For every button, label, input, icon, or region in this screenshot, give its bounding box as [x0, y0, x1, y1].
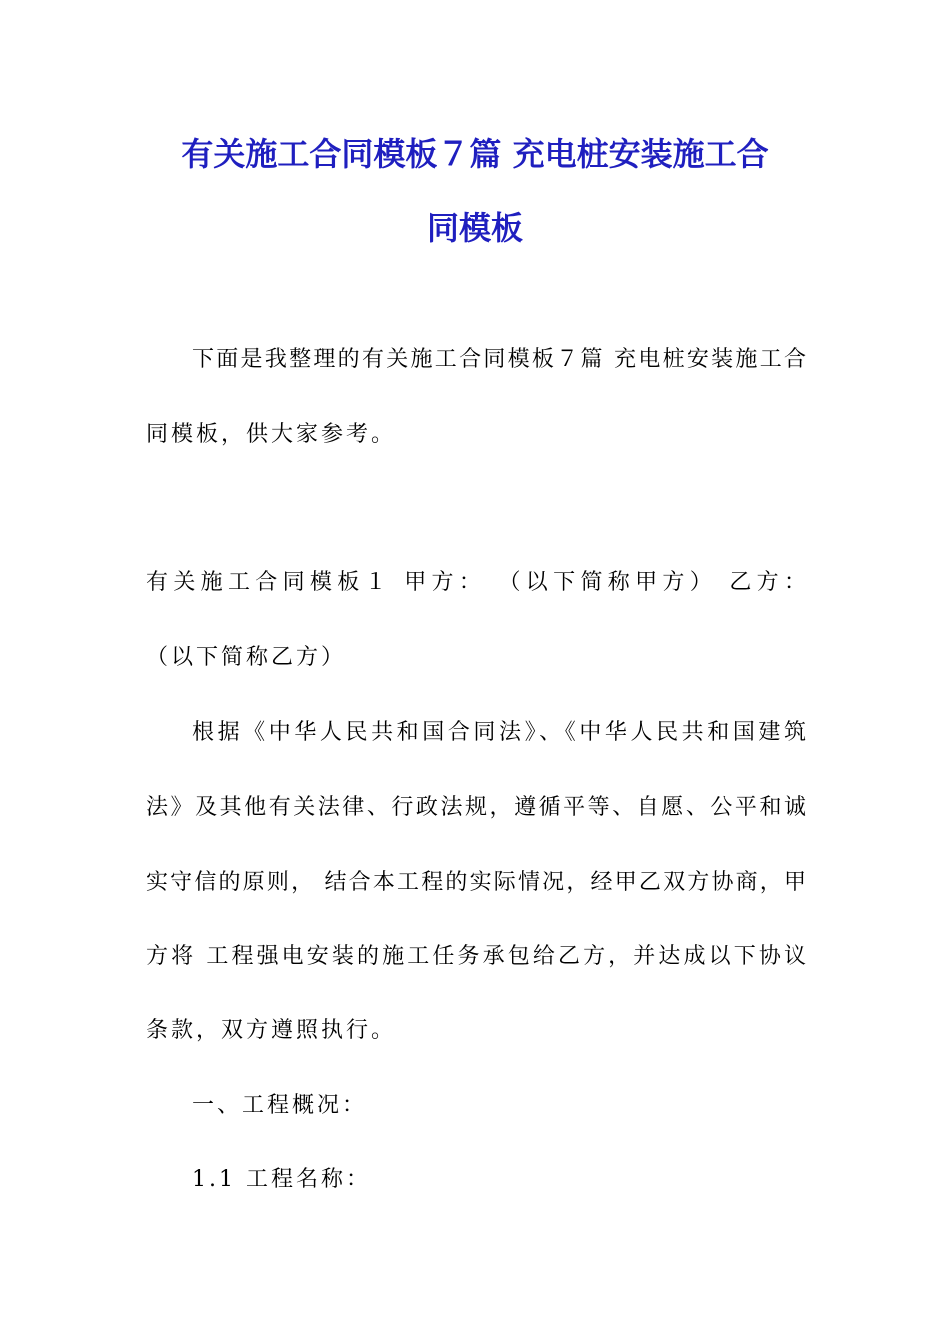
contract-header-line-1: 有关施工合同模板１ 甲方： （以下简称甲方） 乙方：: [146, 570, 806, 595]
contract-header-line-2: （以下简称乙方）: [146, 645, 347, 670]
preamble-line-3: 实守信的原则， 结合本工程的实际情况，经甲乙双方协商，甲: [146, 870, 806, 895]
preamble-line-1: 根据《中华人民共和国合同法》、《中华人民共和国建筑: [192, 720, 806, 745]
preamble-line-5: 条款，双方遵照执行。: [146, 1018, 397, 1043]
document-title-line-1: 有关施工合同模板７篇 充电桩安装施工合: [181, 135, 769, 173]
section-1-heading: 一、工程概况：: [192, 1093, 368, 1118]
preamble-line-2: 法》及其他有关法律、行政法规，遵循平等、自愿、公平和诚: [146, 795, 806, 820]
preamble-line-4: 方将 工程强电安装的施工任务承包给乙方，并达成以下协议: [146, 944, 806, 969]
intro-line-2: 同模板，供大家参考。: [146, 422, 397, 447]
intro-line-1: 下面是我整理的有关施工合同模板７篇 充电桩安装施工合: [192, 347, 806, 372]
item-1-1-project-name: 1.1 工程名称：: [192, 1167, 371, 1192]
document-title-line-2: 同模板: [426, 209, 523, 247]
